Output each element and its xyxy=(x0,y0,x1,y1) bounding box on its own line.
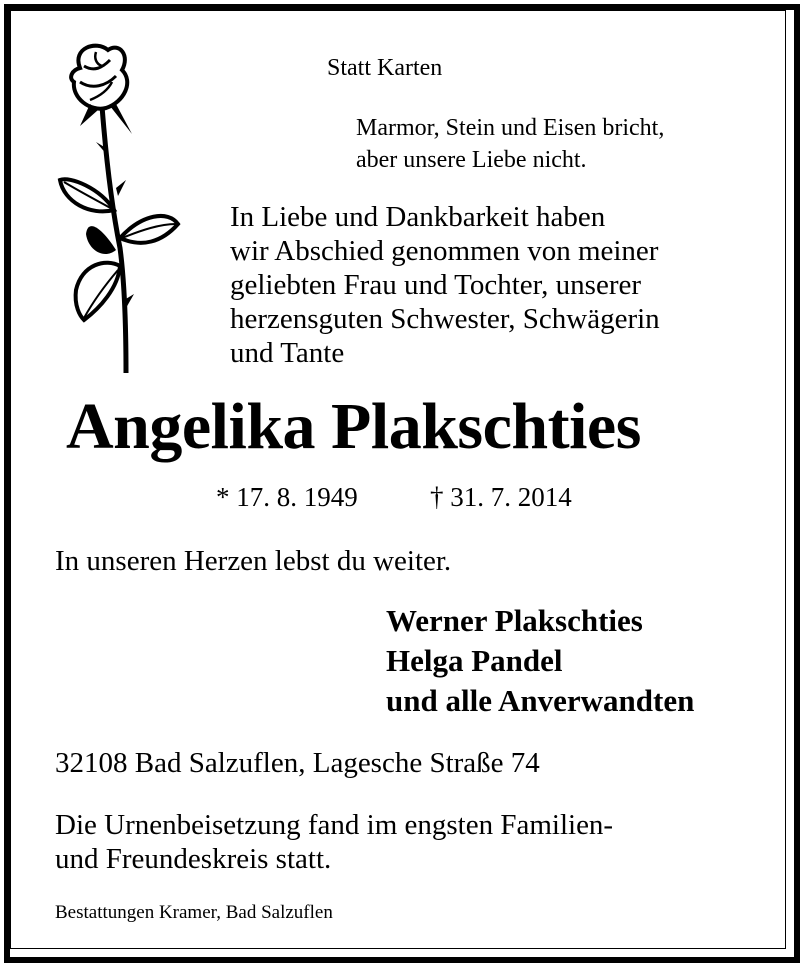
announcement-line-5: und Tante xyxy=(230,337,345,369)
memorial-line: In unseren Herzen lebst du weiter. xyxy=(55,545,452,577)
announcement-line-4: herzensguten Schwester, Schwägerin xyxy=(230,303,660,335)
quote-line-2: aber unsere Liebe nicht. xyxy=(356,147,587,173)
announcement-line-1: In Liebe und Dankbarkeit haben xyxy=(230,201,606,233)
birth-date: * 17. 8. 1949 xyxy=(216,482,358,512)
statt-karten-label: Statt Karten xyxy=(327,55,443,81)
signer-3: und alle Anverwandten xyxy=(386,683,695,718)
death-date: † 31. 7. 2014 xyxy=(430,482,572,512)
deceased-name: Angelika Plakschties xyxy=(66,390,641,463)
burial-note-line-1: Die Urnenbeisetzung fand im engsten Familien- xyxy=(55,809,614,841)
address: 32108 Bad Salzuflen, Lagesche Straße 74 xyxy=(55,747,540,779)
funeral-home: Bestattungen Kramer, Bad Salzuflen xyxy=(55,902,333,923)
signer-2: Helga Pandel xyxy=(386,643,563,678)
announcement-line-2: wir Abschied genommen von meiner xyxy=(230,235,659,267)
burial-note-line-2: und Freundeskreis statt. xyxy=(55,843,332,875)
rose-icon xyxy=(50,38,186,378)
signer-1: Werner Plakschties xyxy=(386,603,643,638)
quote-line-1: Marmor, Stein und Eisen bricht, xyxy=(356,115,665,141)
announcement-line-3: geliebten Frau und Tochter, unserer xyxy=(230,269,641,301)
